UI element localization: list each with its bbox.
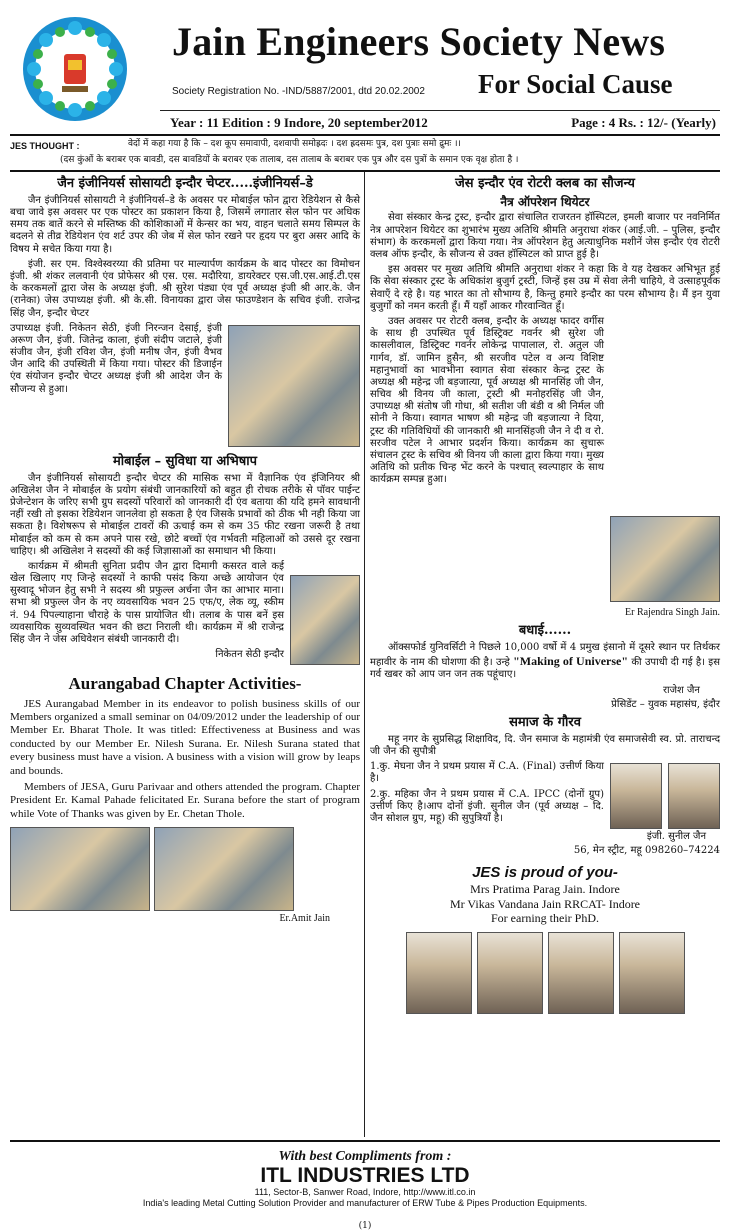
article-engineers-day-p2: इंजी. सर एम. विश्वेस्वरय्या की प्रतिमा पर माल्यार्पण कार्यक्रम के बाद पोस्टर का विमोचन इंजी. श्री शंकर ललवानी एंव प्रोफेसर श्री एस. एस. मदौरिया, डायरेक्टर एस.जी.एस.आई.टी.एस के करकमलों द्वारा जेस के अध्यक्ष इंजी. श्री सुरेश पंड्या एंव पूर्व अध्यक्ष इंजी श्री आर.के. जैन (रानेका) जेस उपाध्यक्ष इंजी. श्री के.सी. विनायका द्वारा जेस फाउण्डेशन के सचिव इंजी. राजेन्द्र सिंह जैन, इन्दौर चेप्टर [10, 258, 360, 319]
article-mobile-p2: कार्यक्रम में श्रीमती सुनिता प्रदीप जैन द्वारा दिमागी कसरत वाले कई खेल खिलाए गए जिन्हे सदस्यों ने काफी पसंद किया अच्छे आयोजन एंव सुस्वादू भोजन हेतु सभी ने सदस्य श्री प्रफुल्ल अर्चना जैन का आभार माना। सभा श्री प्रफुल्ल जैन के नए व्यवसायिक भवन 25 एफ/ए, लेक व्यू, स्कीम नं. 94 पिपल्याहाना चौराहे के पास प्रायोजित थी। तलाब के पास बनें इस व्यवसायिक सुव्यवस्थित भवन की छटा निराली थी। कार्यक्रम में श्री राजेन्द्र सिंह जैन ने जेस अधिवेशन संबंधी जानकारी दी। [10, 560, 284, 646]
congrats-p1: ऑक्सफोर्ड युनिवर्सिटी ने पिछले 10,000 वर्षो में 4 प्रमुख इंसानो में दूसरे स्थान पर तिर्थकर महावीर के नाम की घोशणा की है। उन्हे [370, 642, 720, 669]
seminar-photo-2 [154, 827, 294, 911]
article-engineers-day-title: जैन इंजीनियर्स सोसायटी इन्दौर चेप्टर.....इंजीनियर्स–डे [57, 176, 313, 191]
phd-portraits [370, 932, 720, 1014]
theatre-photo [610, 516, 720, 602]
article-rotary-p3: उक्त अवसर पर रोटरी क्लब, इन्दौर के अध्यक्ष फादर वर्गीस के साथ ही उपस्थित पूर्व डिस्ट्रिक्ट गवर्नर श्री सुरेश जी कासलीवाल, डिस्ट्रिक्ट गवर्नर लोकेन्द्र पापालाल, रो. अतुल जी गार्गव, डॉ. जामिन हुसैन, श्री सरजीव पटेल व अन्य विशिष्ट महानुभावों का भावभीना स्वागत सेवा संस्कार केन्द्र ट्रस्ट के अध्यक्ष श्री महेन्द्र जी बड़जात्या, पूर्व अध्यक्ष श्री मानसिंह जी जैन, सचिव श्री विनय जी काला, ट्रस्टी श्री मनोहरसिंह जी जैन, उपाध्यक्ष श्री संतोष जी गोधा, श्री सतीश जी बंडी व श्री निर्मल जी सोनी ने किया। स्वागत भाषण श्री महेन्द्र जी बड़जात्या ने दिया, ट्रस्ट की गतिविधियों की जानकारी श्री मानसिंहजी जैन ने दी व रो. सरजीव पटेल ने आभार प्रदर्शन किया। कार्यक्रम का सुचारू संचालन ट्रस्ट के सचिव श्री विनय जी काला द्वारा किया गया। मुख्य अतिथि को प्रतीक चिन्ह भेंट करने के पश्चात् स्वल्पाहार के साथ कार्यक्रम सम्पन्न हुआ। [370, 315, 604, 486]
pride-sign: इंजी. सुनील जैन [646, 831, 706, 843]
article-rotary-p1: सेवा संस्कार केन्द्र ट्रस्ट, इन्दौर द्वारा संचालित राजरतन हॉस्पिटल, इमली बाजार पर नवनिर्मित नेत्र आपरेशन थियेटर का शुभारंभ मुख्य अतिथि श्रीमति अनुराधा शंकर (आई.जी. – पुलिस, इन्दौर संभाग) के करकमलों द्वारा किया गया। नेत्र ऑपरेशन हेतु अत्याधुनिक मशीनें जेस इन्दौर एंव रोटरी क्लब ऑफ इन्दौर, के सौजन्य से उक्त हॉस्पिटल को प्राप्त हुई है। [370, 212, 720, 261]
footer-company: ITL INDUSTRIES LTD [260, 1164, 470, 1188]
engineers-day-photo [228, 325, 360, 447]
thought-line-1: वेदों में कहा गया है कि – दश कूप समावापी, दशवापी समोह्रदः । दश ह्रदसमः पुत्र, दश पुत्राः समो द्रुमः ।। [128, 139, 461, 149]
proud-line-2: Mr Vikas Vandana Jain RRCAT- Indore [449, 896, 641, 911]
footer-compliments: With best Compliments from : [278, 1149, 452, 1164]
aurangabad-p1: JES Aurangabad Member in its endeavor to polish business skills of our Members organized a small seminar on 04/09/2012 under the leadership of our Member Er. Bharat Thole. It was titled: Effectiveness at Business and was conducted by our Member Er. Nilesh Surana. Er. Nilesh Surana stated that every business must have a vision. A business with a vision will grow by leaps and bounds. [10, 697, 360, 777]
portrait-1 [406, 932, 472, 1014]
seminar-photo-1 [10, 827, 150, 911]
aurangabad-title: Aurangabad Chapter Activities- [68, 673, 302, 693]
thought-line-2: (दस कुंओं के बराबर एक बावडी, दस बावडियों के बराबर एक तालाब, दस तालाब के बराबर एक पुत्र और दस पुत्रों के समान एक वृक्ष होता है । [60, 155, 519, 165]
right-column [370, 172, 720, 1014]
jes-logo-icon [20, 14, 130, 124]
congrats-title: बधाई...... [518, 623, 572, 639]
footer-description: India's leading Metal Cutting Solution Provider and manufacturer of ERW Tube & Pipes Production Equipments. [142, 1198, 588, 1209]
tagline: For Social Cause [478, 69, 673, 99]
aurangabad-p2: Members of JESA, Guru Parivaar and others attended the program. Chapter President Er. Kamal Pahade felicitated Er. Surana before the start of program while Vote of Thanks was given by Er. Chetan Thole. [10, 781, 360, 820]
pride-photos [610, 763, 720, 829]
portrait-3 [548, 932, 614, 1014]
pride-title: समाज के गौरव [509, 714, 581, 730]
article-engineers-day-p3: उपाध्यक्ष इंजी. निकेतन सेठी, इंजी निरन्जन देसाई, इंजी अरूण जैन, इंजी. जितेन्द्र काला, इंजी संदीप जटाले, इंजी संजीव जैन, इंजी रविश जैन, इंजी मनीष जैन, इंजी वैभव जैन आदि की उपस्थिती में किया गया। पोस्टर की डिजाईन एंव संयोजन इन्दौर चेप्टर अध्यक्ष इंजी श्री आदेश जैन के सौजन्य से हुआ। [10, 322, 222, 395]
article-rotary-title: जेस इन्दौर एंव रोटरी क्लब का सौजन्य [455, 176, 635, 191]
mahika-photo [668, 763, 720, 829]
proud-line-3: For earning their PhD. [491, 911, 599, 926]
article-mobile-p1: जैन इंजीनियर्स सोसायटी इन्दौर चेप्टर की मासिक सभा में वैज्ञानिक एंव इंजिनियर श्री अखिलेश जैन ने मोबाईल के प्रयोग संबंधी जानकारियों को बहुत ही रोचक तरीके से पॉवर पाईन्ट प्रेजेन्टेशन के जरिए सभी ग्रुप सदस्यों परिवारों को जानकारी दी एंव बताया की यदि हमने सावधानी नहीं रखी तो इसका रेडियेशन जानलेवा हो सकता है एंव जिसके प्रभावों को ठीक भी नही किया जा सकता है। विशेषरूप से मोबाईल टावरों की ऊचाई कम से कम 35 फीट रखना जरूरी है तथा मोबाईल को कम से कम अपने पास रखे, छोटे बच्चों एंव गर्भवती महिलाओं को उससे दूर रखना चाहिए। श्री अखिलेश ने सदस्यों की कई जिज्ञासाओं का समाधान भी किया। [10, 472, 360, 557]
article-rotary-subtitle: नैत्र ऑपरेशन थियेटर [500, 194, 590, 209]
proud-title: JES is proud of you- [472, 863, 618, 881]
portrait-4 [619, 932, 685, 1014]
article-rotary-p2: इस अवसर पर मुख्य अतिथि श्रीमति अनुराधा शंकर ने कहा कि वे यह देखकर अभिभूत हुई कि सेवा संस्कार ट्रस्ट के अधिकांश बुजुर्ग ट्रस्टी, जिन्हें इस उम्र में सेवा लेनी चाहिये, वे उत्साहपूर्वक सेवाएँ दे रहे है। यह भारत का तो सौभाग्य है, किन्तु हमारे इन्दौर का परम सौभाग्य है। मैं इन युवा बुजुर्गों को नमन करती हूँ। मैं यहाँ आकर गौरवान्वित हूँ। [370, 264, 720, 312]
newsletter-title: Jain Engineers Society News [172, 19, 666, 64]
congrats-p2: की उपाधी दी गई है। इस गर्व खबर को आप जन जन तक पहूंचाए। [370, 657, 720, 681]
aurangabad-photos [10, 827, 360, 911]
sponsor-footer [10, 1140, 720, 1232]
issue-info: Year : 11 Edition : 9 Indore, 20 september2012 [170, 115, 428, 130]
left-column [10, 172, 360, 929]
congrats-sign-title: प्रेसिडेंट – युवक महासंघ, इंदौर [611, 698, 720, 710]
pride-address: 56, मेन स्ट्रीट, महू 098260–74224 [573, 845, 720, 857]
page-number: (1) [358, 1221, 372, 1232]
aurangabad-byline: Er.Amit Jain [279, 913, 330, 925]
masthead [10, 6, 720, 110]
issue-bar [160, 110, 720, 132]
rotary-byline: Er Rajendra Singh Jain. [625, 606, 720, 618]
congrats-emphasis: "Making of Universe" [513, 654, 629, 669]
page-price: Page : 4 Rs. : 12/- (Yearly) [571, 115, 716, 130]
footer-address: 111, Sector-B, Sanwer Road, Indore, http://www.itl.co.in [254, 1187, 476, 1198]
registration-number: Society Registration No. -IND/5887/2001, dtd 20.02.2002 [172, 86, 425, 97]
column-divider [364, 172, 365, 1137]
article-columns [10, 172, 720, 1137]
congrats-text [370, 642, 720, 682]
article-engineers-day-p1: जैन इंजीनियर्स सोसायटी ने इंजीनियर्स–डे के अवसर पर मोबाईल फोन द्वारा रेडियेशन से कैसे बचा जावे इस अवसर पर एक पोस्टर का प्रकाशन किया है, जिसमें लगातार सेल फोन पर अधिक समय तक बातें करने से मस्तिष्क की कोशिकाओं में केन्सर का भय, वाहन चलाते समय सिम्पल के बदलने से तीव्र रेडियेशन एंव शर्ट उपर की जेब में सेल फोन रखने पर हृदय पर बुरा असर आदि के विषय मे सचेत किया गया है। [10, 194, 360, 255]
mobile-byline: निकेतन सेठी इन्दौर [215, 649, 284, 661]
thought-label: JES THOUGHT : [10, 141, 80, 151]
proud-line-1: Mrs Pratima Parag Jain. Indore [470, 881, 620, 896]
pride-intro: महू नगर के सुप्रसिद्ध शिक्षाविद, दि. जैन समाज के महामंत्री एंव समाजसेवी स्व. प्रो. ताराचन्द जी जैन की सुपौत्री [370, 733, 720, 758]
article-mobile-title: मोबाईल – सुविधा या अभिषाप [112, 453, 258, 469]
mobile-talk-photo [290, 575, 360, 665]
pride-item-2: 2.कु. महिका जैन ने प्रथम प्रयास में C.A. IPCC (दोनों ग्रुप) उत्तीर्ण किए है।आप दोनों इंजी. सुनील जैन (पूर्व अध्यक्ष – दि. जैन सोशल ग्रुप, महू) की सुपुत्रियाँ है। [370, 788, 604, 824]
portrait-2 [477, 932, 543, 1014]
jes-thought [10, 134, 720, 172]
meghna-photo [610, 763, 662, 829]
congrats-sign-name: राजेश जैन [662, 684, 700, 696]
pride-item-1: 1.कु. मेघना जैन ने प्रथम प्रयास में C.A. (Final) उत्तीर्ण किया है। [370, 761, 604, 785]
